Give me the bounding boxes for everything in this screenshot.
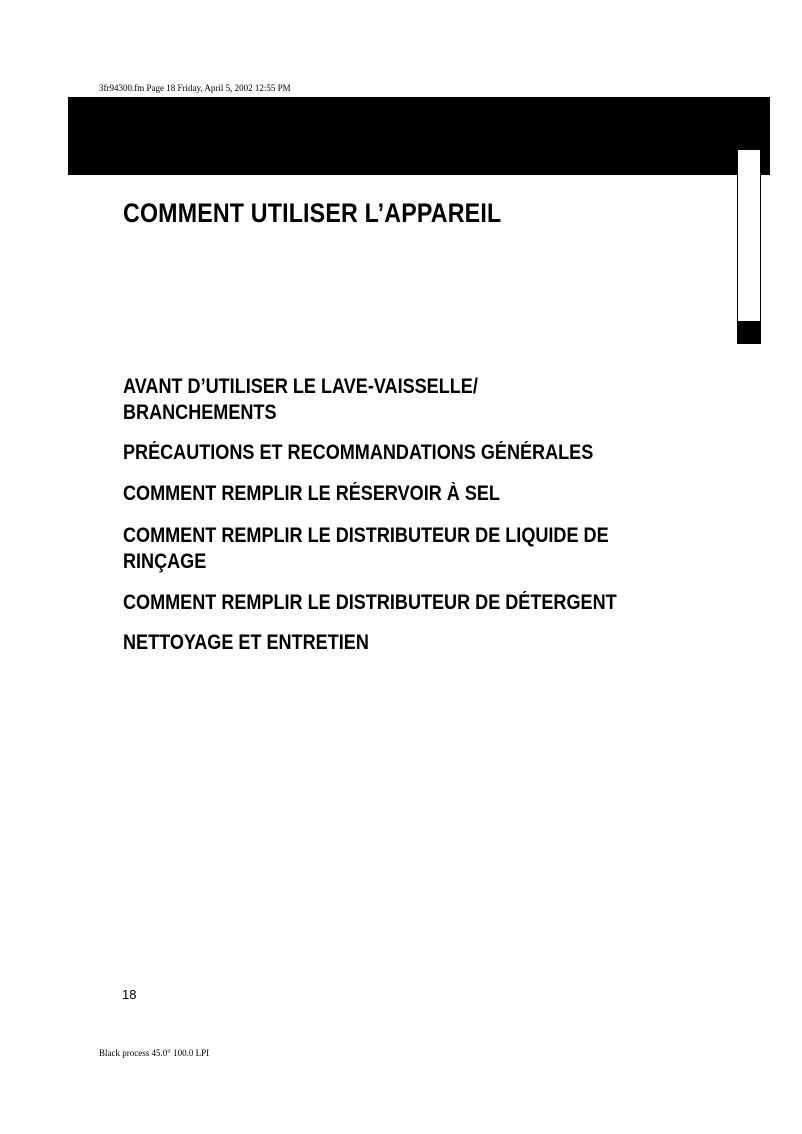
page-number: 18 bbox=[122, 987, 137, 1002]
toc-item-line: PRÉCAUTIONS ET RECOMMANDATIONS GÉNÉRALES bbox=[123, 441, 594, 464]
print-slug-bottom: Black process 45.0° 100.0 LPI bbox=[99, 1048, 210, 1058]
toc-item-line: AVANT D’UTILISER LE LAVE-VAISSELLE/ bbox=[123, 375, 478, 398]
chapter-tab-marker bbox=[737, 322, 761, 344]
toc-item bbox=[123, 374, 478, 426]
toc-item-line: COMMENT REMPLIR LE DISTRIBUTEUR DE LIQUIDE DE bbox=[123, 524, 609, 547]
toc-item bbox=[123, 523, 609, 575]
header-band bbox=[68, 97, 770, 175]
toc-item bbox=[123, 440, 593, 466]
print-slug-top: 3fr94300.fm Page 18 Friday, April 5, 2002 12:55 PM bbox=[99, 83, 291, 93]
toc-item bbox=[123, 590, 617, 616]
chapter-tab bbox=[737, 150, 761, 322]
toc-item-line: COMMENT REMPLIR LE RÉSERVOIR À SEL bbox=[123, 482, 500, 505]
toc-item-line: BRANCHEMENTS bbox=[123, 401, 277, 424]
toc-item-line: RINÇAGE bbox=[123, 550, 207, 573]
toc-item bbox=[123, 630, 369, 656]
page-title: COMMENT UTILISER L’APPAREIL bbox=[123, 198, 502, 228]
toc-item-line: COMMENT REMPLIR LE DISTRIBUTEUR DE DÉTERGENT bbox=[123, 591, 617, 614]
toc-item-line: NETTOYAGE ET ENTRETIEN bbox=[123, 631, 369, 654]
toc-item bbox=[123, 481, 500, 507]
